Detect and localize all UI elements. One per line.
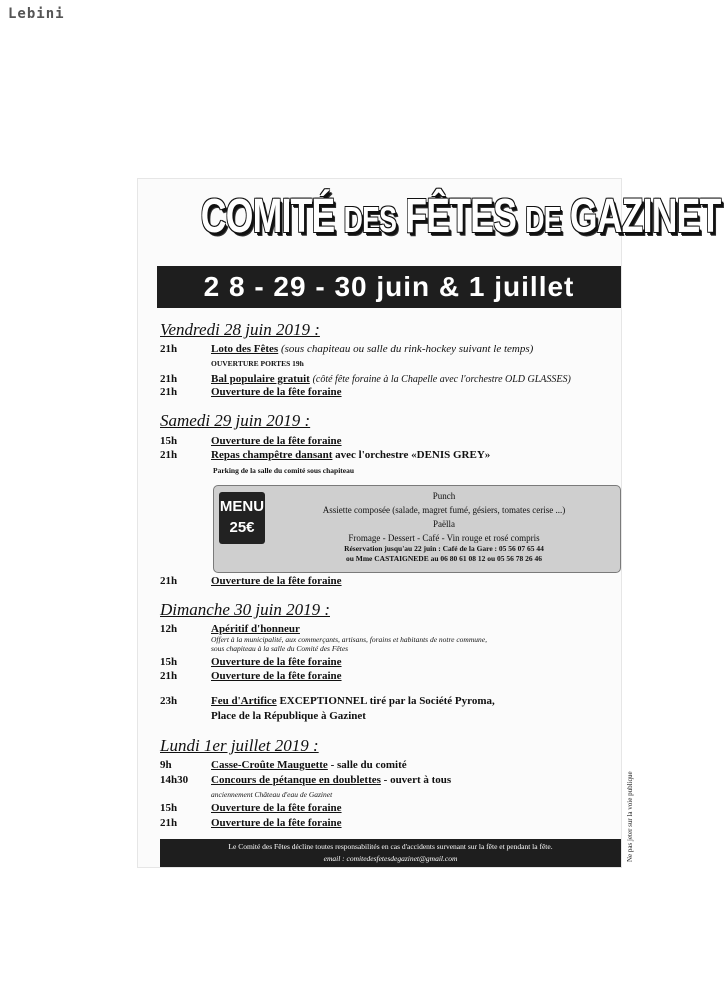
event-text: Concours de pétanque en doublettes - ouvert à tous xyxy=(211,774,452,786)
event-time: 21h xyxy=(160,670,178,682)
poster-title xyxy=(200,187,721,250)
event-time: 21h xyxy=(160,386,178,398)
event-time: 23h xyxy=(160,695,178,707)
menu-badge xyxy=(219,492,265,544)
event-text: Loto des Fêtes (sous chapiteau ou salle du rink-hockey suivant le temps) xyxy=(211,343,534,355)
event-note: Offert à la municipalité, aux commerçants, artisans, forains et habitants de notre commune, xyxy=(211,635,487,644)
event-text: Bal populaire gratuit (côté fête foraine à la Chapelle avec l'orchestre OLD GLASSES) xyxy=(211,373,571,385)
day-heading: Dimanche 30 juin 2019 : xyxy=(160,600,330,619)
reservation-line: Réservation jusqu'au 22 juin : Café de la Gare : 05 56 07 65 44 xyxy=(344,544,544,553)
event-time: 14h30 xyxy=(160,774,189,786)
event-text: Ouverture de la fête foraine xyxy=(211,817,342,829)
event-text: Ouverture de la fête foraine xyxy=(211,575,342,587)
day-heading: Lundi 1er juillet 2019 : xyxy=(160,736,319,755)
menu-badge-label: MENU xyxy=(219,498,265,515)
footer-disclaimer: Le Comité des Fêtes décline toutes responsabilités en cas d'accidents survenant sur la fête et pendant la fête. xyxy=(228,842,553,851)
event-text: Feu d'Artifice EXCEPTIONNEL tiré par la Société Pyroma, xyxy=(211,695,495,707)
event-text: Ouverture de la fête foraine xyxy=(211,802,342,814)
watermark: Lebini xyxy=(8,6,65,22)
event-text: Apéritif d'honneur xyxy=(211,623,300,635)
event-time: 15h xyxy=(160,802,178,814)
event-text: Ouverture de la fête foraine xyxy=(211,435,342,447)
title-word: FÊTES xyxy=(405,190,517,243)
event-note: OUVERTURE PORTES 19h xyxy=(211,359,304,368)
event-time: 21h xyxy=(160,817,178,829)
title-word: DE xyxy=(525,199,561,240)
event-time: 9h xyxy=(160,759,172,771)
side-note: Ne pas jeter sur la voie publique xyxy=(626,771,634,862)
title-word: COMITÉ xyxy=(200,190,335,243)
event-note: anciennement Château d'eau de Gazinet xyxy=(211,790,333,799)
menu-box xyxy=(213,485,621,573)
event-text: Place de la République à Gazinet xyxy=(211,710,366,722)
menu-lines xyxy=(274,489,614,545)
menu-item: Fromage - Dessert - Café - Vin rouge et rosé compris xyxy=(348,533,540,543)
event-note: sous chapiteau à la salle du Comité des Fêtes xyxy=(211,644,349,653)
event-time: 21h xyxy=(160,449,178,461)
menu-item: Assiette composée (salade, magret fumé, gésiers, tomates cerise ...) xyxy=(322,505,566,515)
menu-reservation xyxy=(274,544,614,564)
day-heading: Vendredi 28 juin 2019 : xyxy=(160,320,320,339)
menu-item: Punch xyxy=(432,491,456,501)
reservation-line: ou Mme CASTAIGNEDE au 06 80 61 08 12 ou 05 56 78 26 46 xyxy=(345,554,543,563)
event-text: Ouverture de la fête foraine xyxy=(211,386,342,398)
event-time: 21h xyxy=(160,373,178,385)
date-banner: 2 8 - 29 - 30 juin & 1 juillet xyxy=(157,266,621,308)
event-note: Parking de la salle du comité sous chapiteau xyxy=(213,466,355,475)
event-text: Casse-Croûte Mauguette - salle du comité xyxy=(211,759,407,771)
menu-item: Paëlla xyxy=(433,519,455,529)
event-text: Ouverture de la fête foraine xyxy=(211,656,342,668)
menu-badge-price: 25€ xyxy=(229,519,255,536)
event-time: 12h xyxy=(160,623,178,635)
title-word: DES xyxy=(343,199,397,240)
event-time: 21h xyxy=(160,575,178,587)
footer-email: email : comitedesfetesdegazinet@gmail.com xyxy=(323,854,458,863)
day-heading: Samedi 29 juin 2019 : xyxy=(160,411,311,430)
footer-banner xyxy=(160,839,621,867)
title-word: GAZINET xyxy=(569,190,721,243)
event-time: 21h xyxy=(160,343,178,355)
event-text: Ouverture de la fête foraine xyxy=(211,670,342,682)
event-text: Repas champêtre dansant avec l'orchestre «DENIS GREY» xyxy=(211,449,491,461)
event-time: 15h xyxy=(160,435,178,447)
event-time: 15h xyxy=(160,656,178,668)
